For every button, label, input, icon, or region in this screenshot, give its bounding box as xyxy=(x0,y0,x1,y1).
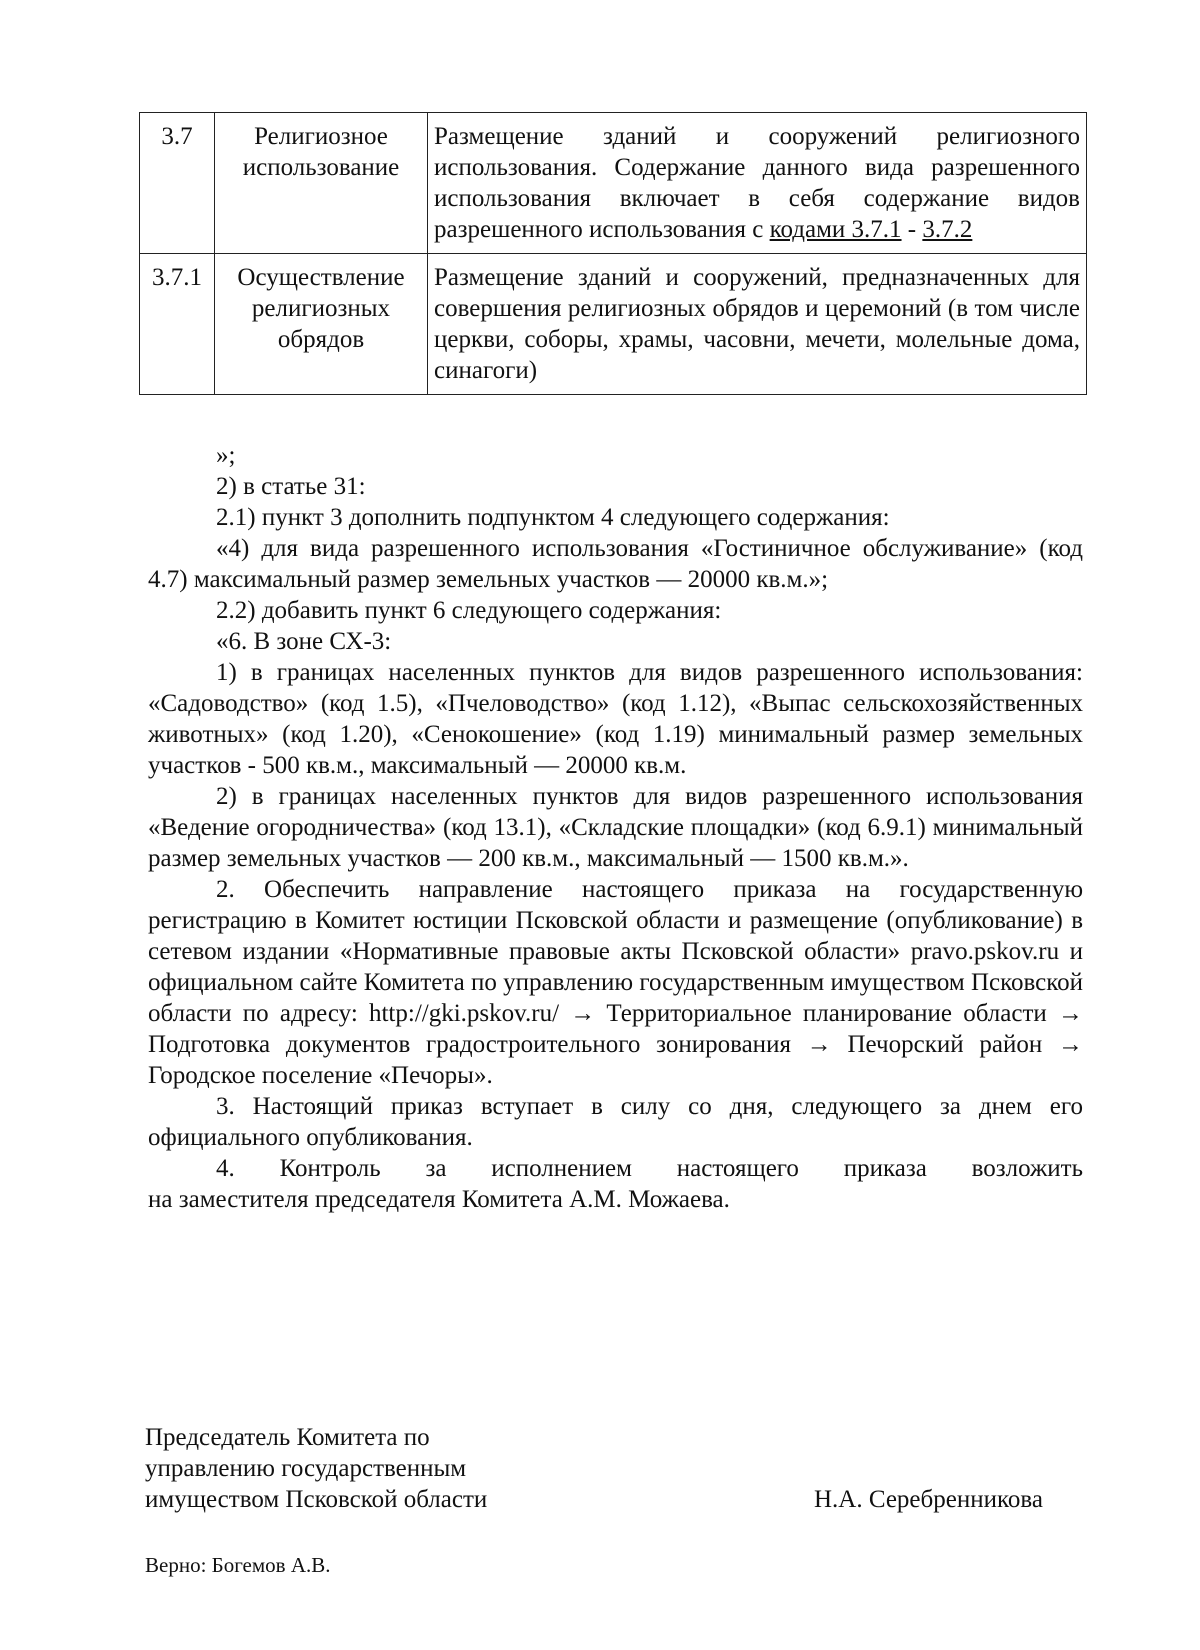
paragraph-article-31: 2) в статье 31: xyxy=(216,473,366,500)
signatory-title-line-1: Председатель Комитета по xyxy=(145,1424,430,1451)
code-link-3-7-1[interactable]: кодами 3.7.1 xyxy=(769,216,902,243)
signatory-title-line-2: управлению государственным xyxy=(145,1455,467,1482)
description-text: Размещение зданий и сооружений религиозного использования. Содержание данного вида разрешенного использования включает в себя содержание видов разрешенного использования с xyxy=(434,123,1080,243)
table-row xyxy=(140,113,1087,254)
paragraph-quote-close: »; xyxy=(216,442,236,469)
paragraph-item-2: 2. Обеспечить направление настоящего приказа на государственную регистрацию в Комитет юстиции Псковской области и размещение (опубликование) в сетевом издании «Нормативные правовые акты Псковской области» pravo.pskov.ru и официальном сайте Комитета по управлению государственным имуществом Псковской области по адресу: http://gki.pskov.ru/ → Территориальное планирование области → Подготовка документов градостроительного зонирования → Печорский район → Городское поселение «Печоры». xyxy=(148,876,1083,1089)
paragraph-2-2: 2.2) добавить пункт 6 следующего содержания: xyxy=(216,597,722,624)
table-cell-code: 3.7 xyxy=(140,113,215,254)
table-cell-name: Осуществление религиозных обрядов xyxy=(215,254,428,395)
range-separator: - xyxy=(901,216,923,243)
paragraph-zone-item-2: 2) в границах населенных пунктов для видов разрешенного использования «Ведение огородничества» (код 13.1), «Складские площадки» (код 6.9.1) минимальный размер земельных участков — 200 кв.м., максимальный — 1500 кв.м.». xyxy=(148,783,1083,872)
table-cell-name: Религиозное использование xyxy=(215,113,428,254)
table-cell-code: 3.7.1 xyxy=(140,254,215,395)
paragraph-item-4-line1: 4. Контроль за исполнением настоящего приказа возложить xyxy=(216,1155,1083,1182)
document-body xyxy=(148,440,1083,1215)
signatory-title-line-3: имуществом Псковской области xyxy=(145,1486,488,1513)
signature-block xyxy=(145,1422,487,1515)
land-use-table xyxy=(139,112,1087,395)
code-link-3-7-2[interactable]: 3.7.2 xyxy=(922,216,973,243)
paragraph-subitem-4: «4) для вида разрешенного использования «Гостиничное обслуживание» (код 4.7) максимальный размер земельных участков — 20000 кв.м.»; xyxy=(148,535,1083,593)
paragraph-zone-sh3: «6. В зоне СХ-3: xyxy=(216,628,392,655)
paragraph-zone-item-1: 1) в границах населенных пунктов для видов разрешенного использования: «Садоводство» (код 1.5), «Пчеловодство» (код 1.12), «Выпас сельскохозяйственных животных» (код 1.20), «Сенокошение» (код 1.19) минимальный размер земельных участков - 500 кв.м., максимальный — 20000 кв.м. xyxy=(148,659,1083,779)
table-cell-description xyxy=(428,113,1087,254)
table-row xyxy=(140,254,1087,395)
paragraph-item-3: 3. Настоящий приказ вступает в силу со дня, следующего за днем его официального опубликования. xyxy=(148,1093,1083,1151)
certification-note: Верно: Богемов А.В. xyxy=(145,1553,331,1577)
signatory-name: Н.А. Серебренникова xyxy=(814,1486,1043,1513)
paragraph-2-1: 2.1) пункт 3 дополнить подпунктом 4 следующего содержания: xyxy=(216,504,890,531)
table-cell-description: Размещение зданий и сооружений, предназначенных для совершения религиозных обрядов и церемоний (в том числе церкви, соборы, храмы, часовни, мечети, молельные дома, синагоги) xyxy=(428,254,1087,395)
paragraph-item-4-line2: на заместителя председателя Комитета А.М. Можаева. xyxy=(148,1186,730,1213)
